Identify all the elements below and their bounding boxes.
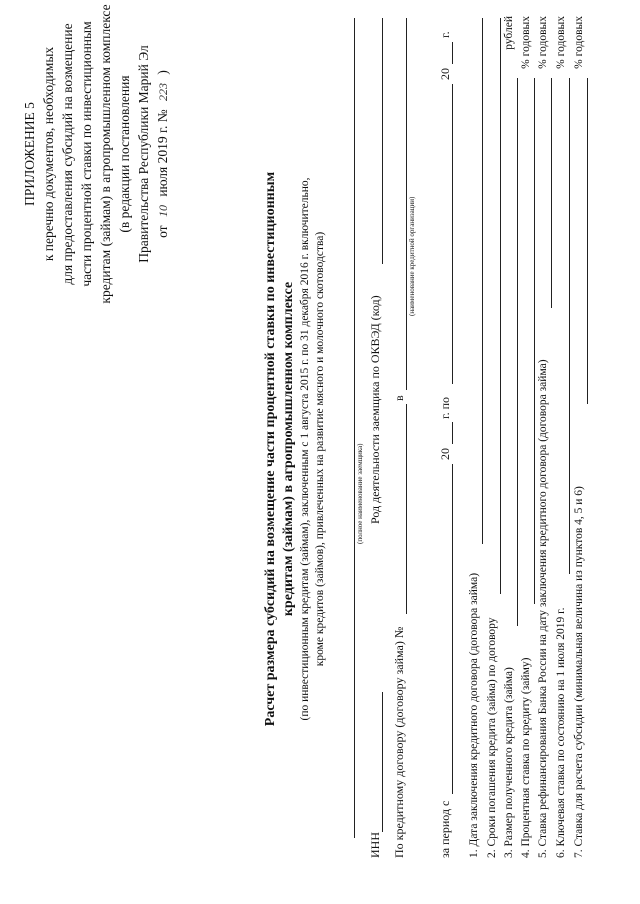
item-3-label: 3. Размер полученного кредита (займа) (503, 667, 515, 858)
appendix-line-2: для предоставления субсидий на возмещение (60, 23, 75, 285)
heading-line-1: Расчет размера субсидий на возмещение части процентной ставки по инвестиционным (263, 171, 278, 727)
item-4-line (534, 78, 535, 604)
inn-label: ИНН (368, 832, 382, 858)
date-number: 223 (156, 82, 170, 101)
item-1-label: 1. Дата заключения кредитного договора (договора займа) (468, 572, 480, 858)
okved-line (382, 18, 383, 264)
inn-line (382, 692, 383, 832)
item-7-unit: % годовых (573, 16, 585, 69)
item-6-line (569, 78, 570, 574)
item-5-line (551, 78, 552, 308)
item-5-label: 5. Ставка рефинансирования Банка России на дату заключения кредитного договора (договора займа) (537, 359, 549, 858)
okved-label: Род деятельности заемщика по ОКВЭД (код) (368, 295, 382, 524)
heading-line-3: (по инвестиционным кредитам (займам), заключенным с 1 августа 2015 г. по 31 декабря 2016 г. включительно, (299, 177, 311, 721)
form-heading (262, 64, 328, 834)
period-to-line (452, 84, 453, 384)
year-suffix-1: г. по (438, 397, 452, 419)
appendix-date-line (153, 4, 173, 304)
item-3-unit: рублей (503, 16, 515, 50)
period-label: за период с (438, 800, 452, 858)
recipient-caption: (полное наименование заемщика) (356, 443, 364, 544)
item-6-label: 6. Ключевая ставка по состоянию на 1 июля 2019 г. (555, 607, 567, 858)
appendix-title: ПРИЛОЖЕНИЕ 5 (22, 102, 37, 206)
date-close: ) (155, 70, 170, 75)
item-4-unit: % годовых (520, 16, 532, 69)
item-5-unit: % годовых (537, 16, 549, 69)
date-day: 10 (156, 205, 170, 218)
heading-line-4: кроме кредитов (займов), привлеченных на развитие мясного и молочного скотоводства) (314, 231, 326, 667)
year-suffix-2: г. (438, 31, 452, 38)
year-blank-1 (452, 422, 453, 444)
contract-number-line (406, 404, 407, 614)
recipient-name-line (354, 18, 355, 838)
year-prefix-1: 20 (438, 448, 452, 460)
item-7-line (587, 78, 588, 404)
year-blank-2 (452, 42, 453, 64)
item-1-line (482, 18, 483, 544)
contract-label: По кредитному договору (договору займа) № (392, 626, 406, 858)
item-4-label: 4. Процентная ставка по кредиту (займу) (520, 657, 532, 858)
date-prefix: от (155, 225, 170, 238)
appendix-block (20, 4, 173, 304)
lender-line (406, 18, 407, 390)
item-2-label: 2. Сроки погашения кредита (займа) по договору (486, 617, 498, 858)
date-rest: июля 2019 г. № (155, 109, 170, 197)
appendix-line-1: к перечню документов, необходимых (41, 46, 56, 262)
period-from-line (452, 464, 453, 794)
item-7-label: 7. Ставка для расчета субсидии (минимальная величина из пунктов 4, 5 и 6) (573, 486, 585, 858)
appendix-line-4: кредитам (займам) в агропромышленном комплексе (98, 4, 113, 304)
year-prefix-2: 20 (438, 68, 452, 80)
appendix-line-5: (в редакции постановления (117, 75, 132, 233)
item-6-unit: % годовых (555, 16, 567, 69)
in-label: в (392, 395, 406, 401)
item-3-line (517, 78, 518, 626)
lender-caption: (наименование кредитной организации) (408, 196, 416, 316)
item-2-line (500, 18, 501, 594)
heading-line-2: кредитам (займам) в агропромышленном комплексе (281, 281, 296, 617)
appendix-line-6: Правительства Республики Марий Эл (136, 45, 151, 263)
appendix-line-3: части процентной ставки по инвестиционным (79, 21, 94, 287)
